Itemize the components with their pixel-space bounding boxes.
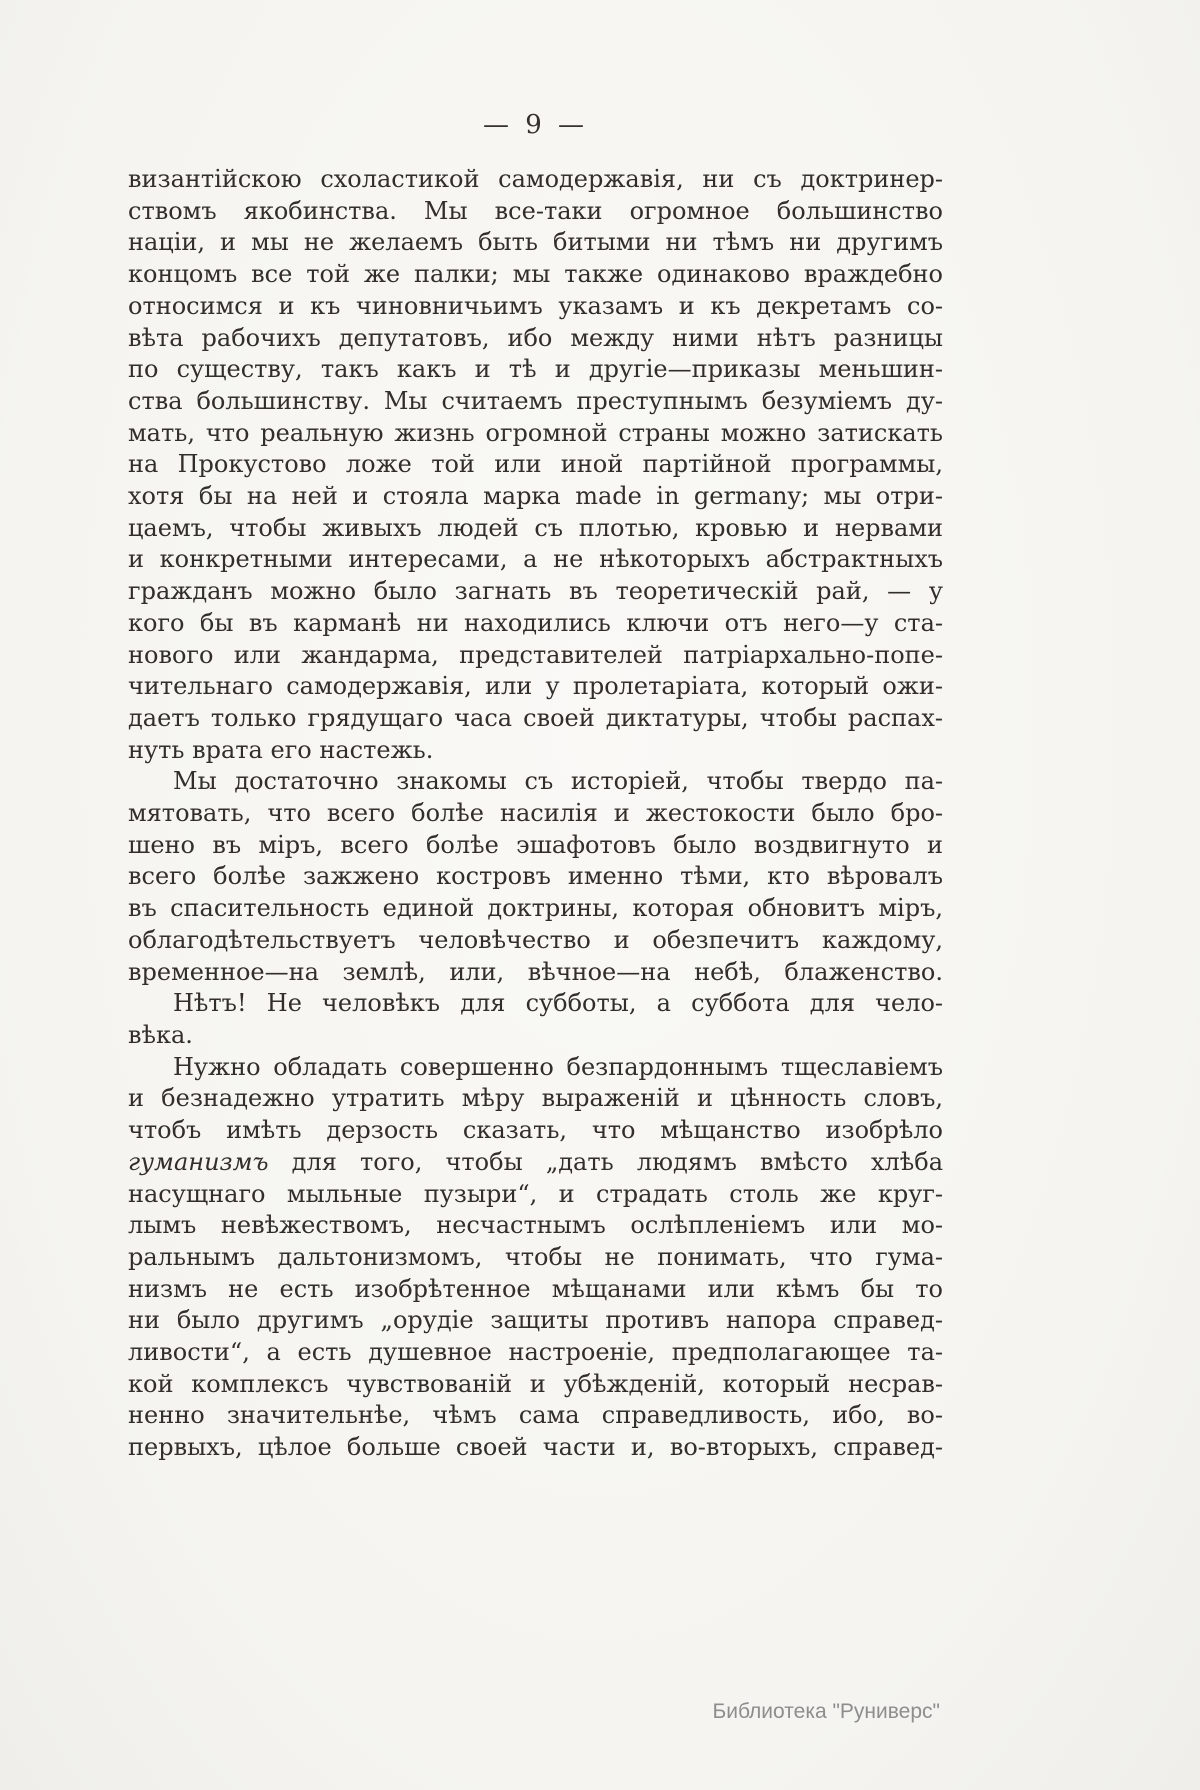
text-line: временное—на землѣ, или, вѣчное—на небѣ, блаженство. xyxy=(128,957,943,986)
text-line: ни было другимъ „орудіе защиты противъ напора справед- xyxy=(128,1306,943,1335)
text-line: мать, что реальную жизнь огромной страны можно затискать xyxy=(128,418,943,447)
text-line: ненно значительнѣе, чѣмъ сама справедливость, ибо, во- xyxy=(128,1401,943,1430)
text-line: гуманизмъ для того, чтобы „дать людямъ вмѣсто хлѣба xyxy=(128,1147,943,1176)
text-line: чтобъ имѣть дерзость сказать, что мѣщанство изобрѣло xyxy=(128,1116,943,1145)
text-line: облагодѣтельствуетъ человѣчество и обезпечитъ каждому, xyxy=(128,925,943,954)
text-line: вѣка. xyxy=(128,1020,193,1049)
text-line: всего болѣе зажжено костровъ именно тѣми, кто вѣровалъ xyxy=(128,862,943,891)
text-line: шено въ міръ, всего болѣе эшафотовъ было воздвигнуто и xyxy=(128,830,943,859)
text-line: насущнаго мыльные пузыри“, и страдать столь же круг- xyxy=(128,1179,943,1208)
text-line: на Прокустово ложе той или иной партійной программы, xyxy=(128,450,943,479)
paragraph xyxy=(128,164,943,766)
text-line: мятовать, что всего болѣе насилія и жестокости было бро- xyxy=(128,799,943,828)
text-line: ральнымъ дальтонизмомъ, чтобы не понимать, что гума- xyxy=(128,1242,943,1271)
text-line: по существу, такъ какъ и тѣ и другіе—приказы меньшин- xyxy=(128,355,943,384)
text-line: кого бы въ карманѣ ни находились ключи отъ него—у ста- xyxy=(128,608,943,637)
text-line: вѣта рабочихъ депутатовъ, ибо между ними нѣтъ разницы xyxy=(128,323,943,352)
text-block xyxy=(128,164,943,1464)
text-line: концомъ все той же палки; мы также одинаково враждебно xyxy=(128,260,943,289)
text-line: въ спасительность единой доктрины, которая обновитъ міръ, xyxy=(128,894,943,923)
paragraph xyxy=(128,1052,943,1464)
paragraph xyxy=(128,988,943,1051)
text-line: хотя бы на ней и стояла марка made in germany; мы отри- xyxy=(128,482,943,511)
text-line: гражданъ можно было загнать въ теоретическій рай, — у xyxy=(128,577,943,606)
text-line: и безнадежно утратить мѣру выраженій и цѣнность словъ, xyxy=(128,1084,943,1113)
text-line: нового или жандарма, представителей патріархально-попе- xyxy=(128,640,943,669)
text-line: чительнаго самодержавія, или у пролетаріата, который ожи- xyxy=(128,672,943,701)
text-line: византійскою схоластикой самодержавія, ни съ доктринер- xyxy=(128,165,943,193)
text-line: цаемъ, чтобы живыхъ людей съ плотью, кровью и нервами xyxy=(128,513,943,542)
text-line: лымъ невѣжествомъ, несчастнымъ ослѣпленіемъ или мо- xyxy=(128,1211,943,1240)
text-line: ливости“, а есть душевное настроеніе, предполагающее та- xyxy=(128,1338,943,1367)
text-line: относимся и къ чиновничьимъ указамъ и къ декретамъ со- xyxy=(128,291,943,320)
text-line: нуть врата его настежь. xyxy=(128,735,434,764)
text-line: націи, и мы не желаемъ быть битыми ни тѣмъ ни другимъ xyxy=(128,228,943,257)
text-line: ствомъ якобинства. Мы все-таки огромное большинство xyxy=(128,196,943,225)
page-number: — 9 — xyxy=(482,110,589,140)
library-watermark: Библиотека "Руниверс" xyxy=(712,1700,940,1723)
text-line: даетъ только грядущаго часа своей диктатуры, чтобы распах- xyxy=(128,703,943,732)
text-line: Нужно обладать совершенно безпардоннымъ тщеславіемъ xyxy=(173,1052,943,1081)
text-line: ства большинству. Мы считаемъ преступнымъ безуміемъ ду- xyxy=(128,386,943,415)
text-line: кой комплексъ чувствованій и убѣжденій, который несрав- xyxy=(128,1369,943,1398)
text-line: Нѣтъ! Не человѣкъ для субботы, а суббота для чело- xyxy=(173,989,943,1018)
italic-text: гуманизмъ xyxy=(128,1147,269,1176)
text-line: низмъ не есть изобрѣтенное мѣщанами или кѣмъ бы то xyxy=(128,1274,943,1303)
text-line: первыхъ, цѣлое больше своей части и, во-вторыхъ, справед- xyxy=(128,1433,943,1462)
text-line: и конкретными интересами, а не нѣкоторыхъ абстрактныхъ xyxy=(128,545,943,574)
text-line: Мы достаточно знакомы съ исторіей, чтобы твердо па- xyxy=(173,767,943,796)
paragraph xyxy=(128,766,943,988)
